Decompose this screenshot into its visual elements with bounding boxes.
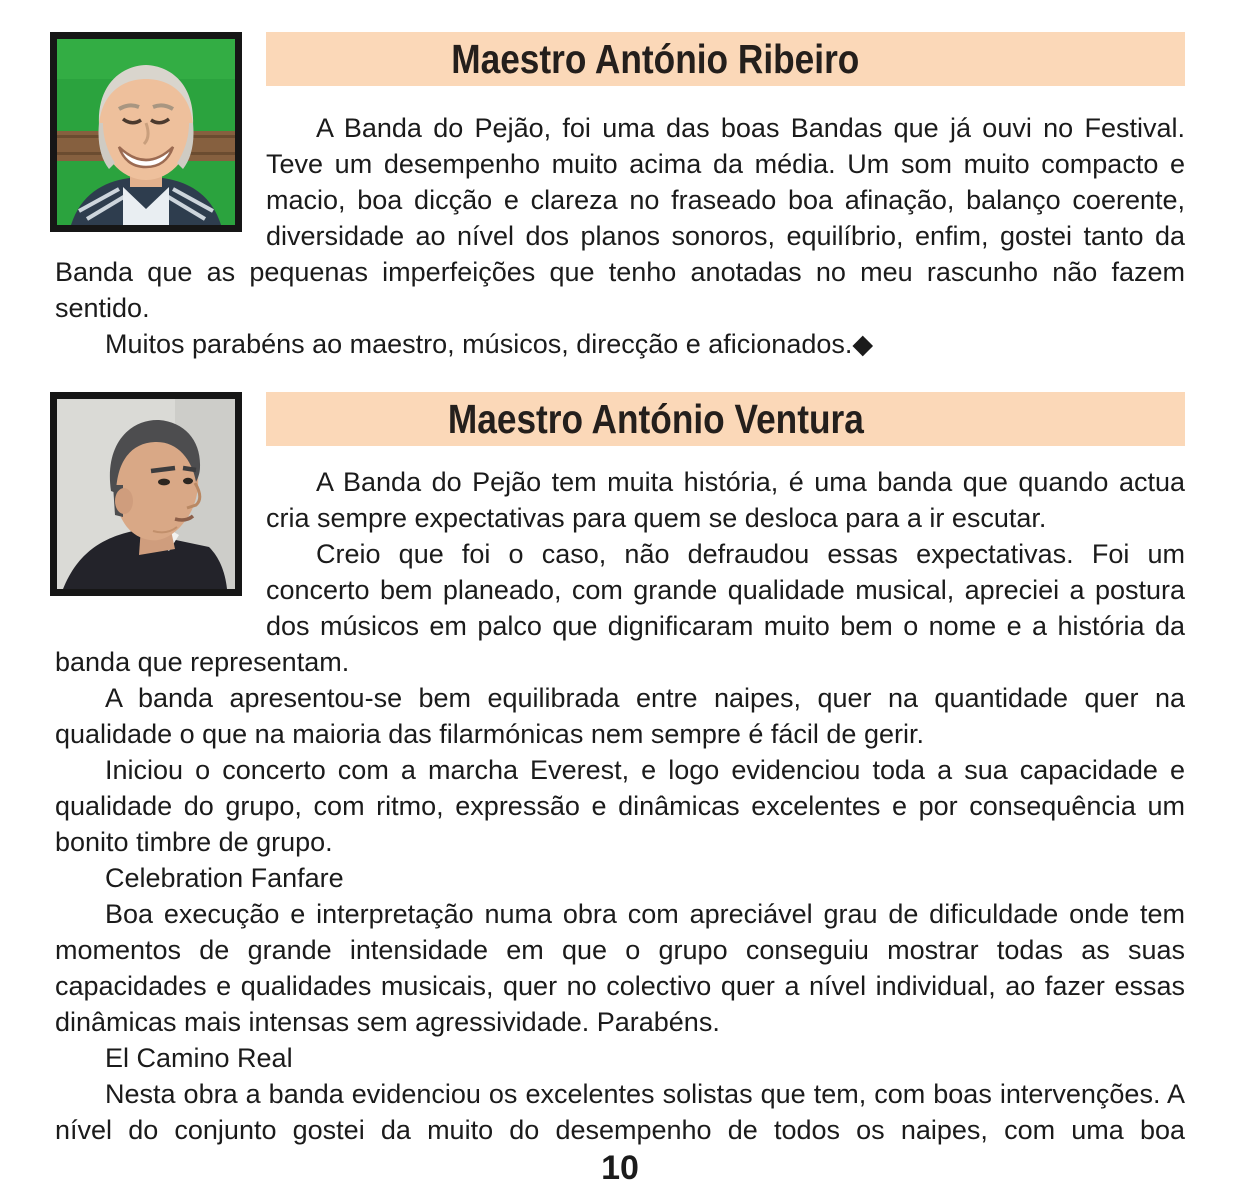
paragraph: A Banda do Pejão tem muita história, é uma banda que quando actua cria sempre expectativas para quem se desloca para a ir escutar.: [266, 467, 1185, 533]
paragraph: Nesta obra a banda evidenciou os excelentes solistas que tem, com boas intervenções. A nível do conjunto gostei da muito do desempenho de todos os naipes, com uma boa: [55, 1079, 1185, 1145]
paragraph: Celebration Fanfare: [105, 863, 344, 893]
portrait-illustration: [57, 39, 235, 225]
paragraph: A Banda do Pejão, foi uma das boas Bandas que já ouvi no Festival. Teve um desempenho muito acima da média. Um som muito compacto e macio, boa dicção e clareza no fraseado boa afinação, balanço coerente, diversidade ao nível dos planos sonoros, equilíbrio, enfim, gostei tanto da Banda que as pequenas imperfeições que tenho anotadas no meu rascunho não fazem sentido.: [55, 113, 1185, 323]
maestro-ventura-photo: [50, 392, 242, 596]
paragraph: A banda apresentou-se bem equilibrada entre naipes, quer na quantidade quer na qualidade o que na maioria das filarmónicas nem sempre é fácil de gerir.: [55, 683, 1185, 749]
section-title: Maestro António Ribeiro: [451, 36, 860, 82]
paragraph: Muitos parabéns ao maestro, músicos, direcção e aficionados.◆: [105, 329, 874, 359]
section-maestro-ventura: [55, 392, 1185, 1148]
paragraph: Creio que foi o caso, não defraudou essas expectativas. Foi um concerto bem planeado, com grande qualidade musical, apreciei a postura dos músicos em palco que dignificaram muito bem o nome e a história da banda que representam.: [55, 539, 1185, 677]
page-number: 10: [601, 1149, 639, 1187]
paragraph: Boa execução e interpretação numa obra com apreciável grau de dificuldade onde tem momentos de grande intensidade em que o grupo conseguiu mostrar todas as suas capacidades e qualidades musicais, quer no colectivo quer a nível individual, ao fazer essas dinâmicas mais intensas sem agressividade. Parabéns.: [55, 899, 1185, 1037]
section-title: Maestro António Ventura: [447, 396, 864, 442]
portrait-illustration: [57, 399, 235, 589]
paragraph: Iniciou o concerto com a marcha Everest, e logo evidenciou toda a sua capacidade e qualidade do grupo, com ritmo, expressão e dinâmicas excelentes e por consequência um bonito timbre de grupo.: [55, 755, 1185, 857]
section-maestro-ribeiro: [55, 32, 1185, 362]
maestro-ribeiro-photo: [50, 32, 242, 232]
paragraph: El Camino Real: [105, 1043, 293, 1073]
section-header-band: [266, 392, 1185, 446]
section-header-band: [266, 32, 1185, 86]
